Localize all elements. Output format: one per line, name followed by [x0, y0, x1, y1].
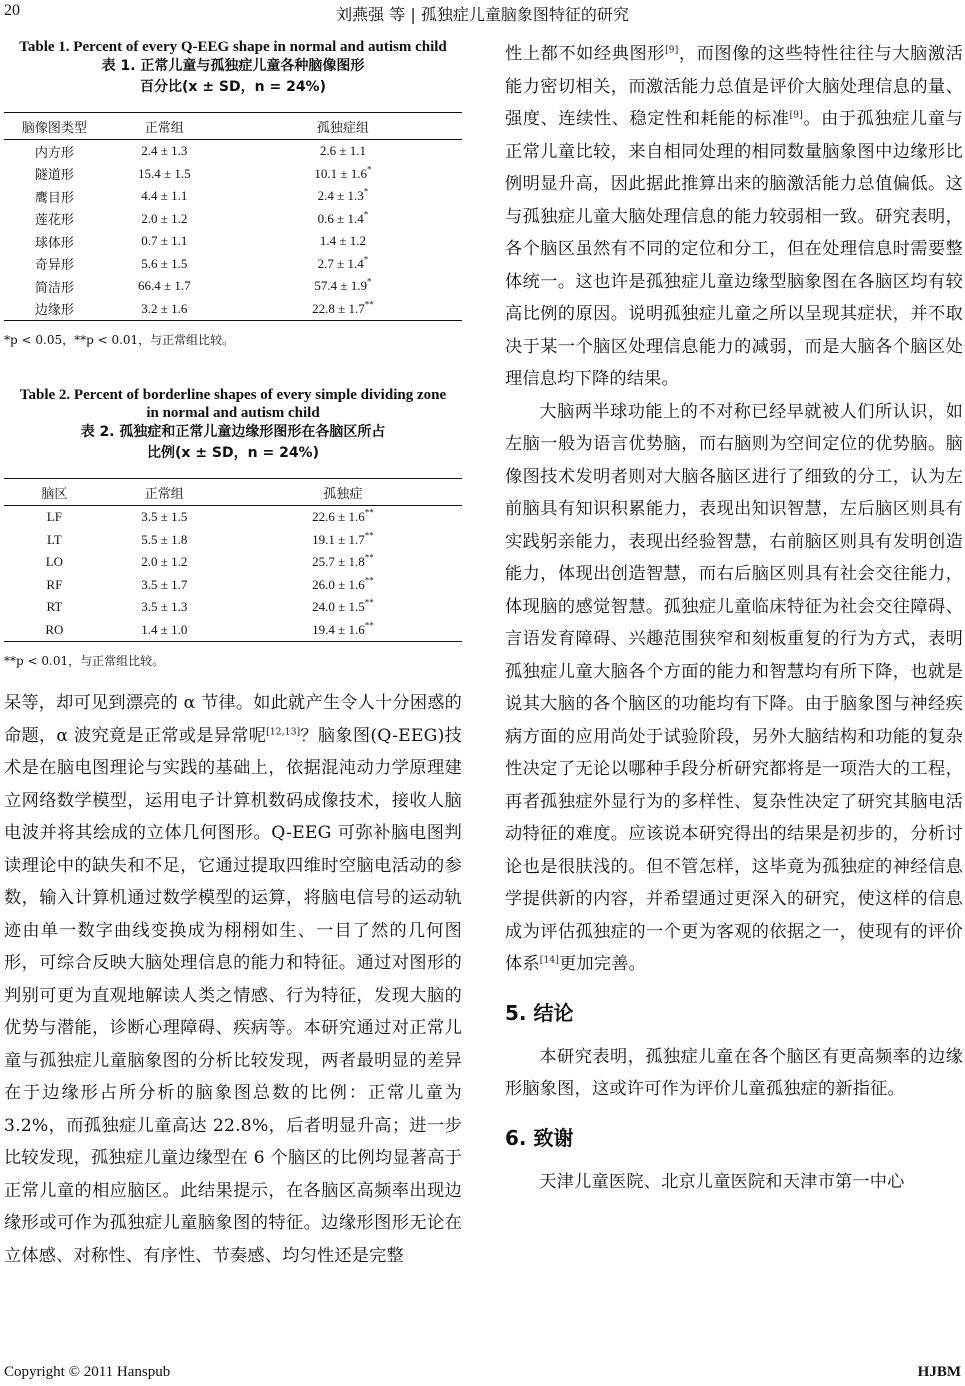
table1-cell-autism: 10.1 ± 1.6* — [314, 164, 372, 181]
table1-cell-label: 边缘形 — [4, 298, 105, 321]
footer-journal: HJBM — [917, 1364, 961, 1380]
table1-cell-normal: 2.0 ± 1.2 — [141, 210, 188, 226]
table2-header-zone: 脑区 — [4, 479, 105, 506]
table2-cell-label: RT — [46, 599, 63, 615]
table2-cell-normal: 1.4 ± 1.0 — [105, 619, 224, 642]
table2-cell-autism: 22.6 ± 1.6** — [312, 507, 374, 525]
table1-header-autism: 孤独症组 — [224, 113, 462, 140]
table2-cell-label: RF — [46, 576, 63, 592]
table2-cell-label: LT — [47, 531, 62, 547]
table2-cell-label: LO — [45, 554, 64, 570]
table1-caption-zh-line1: 表 1. 正常儿童与孤独症儿童各种脑像图形 — [101, 58, 365, 74]
table1-cell-label: 内方形 — [34, 144, 74, 160]
table2-cell-autism: 19.4 ± 1.6** — [224, 619, 462, 642]
table2-row — [4, 596, 462, 619]
table1-caption — [4, 38, 462, 98]
table1-row — [4, 230, 462, 253]
table1-cell-normal: 15.4 ± 1.5 — [137, 165, 191, 181]
table1-caption-zh-line2: 百分比(x ± SD，n = 24%) — [140, 79, 326, 95]
table1-cell-label: 鹰目形 — [34, 189, 74, 205]
table1-row — [4, 185, 462, 208]
table2-cell-normal: 3.5 ± 1.7 — [141, 576, 188, 592]
table1-caption-en: Table 1. Percent of every Q-EEG shape in normal and autism child — [19, 39, 447, 55]
table2-caption-zh-line1: 表 2. 孤独症和正常儿童边缘形图形在各脑区所占 — [80, 424, 386, 440]
table2-caption-zh-line2: 比例(x ± SD，n = 24%) — [147, 445, 319, 461]
table2-cell-normal: 3.5 ± 1.5 — [141, 509, 188, 525]
significance-marker: ** — [364, 575, 374, 586]
citation: [9] — [789, 110, 803, 121]
table1-cell-autism: 2.4 ± 1.3* — [317, 186, 369, 204]
table1-cell-autism: 1.4 ± 1.2 — [319, 233, 366, 249]
table1-cell-normal: 66.4 ± 1.7 — [137, 278, 191, 294]
page-header — [0, 2, 965, 26]
table2-note: **p < 0.01，与正常组比较。 — [4, 654, 165, 668]
table1-cell-label: 球体形 — [34, 234, 74, 250]
significance-marker: ** — [364, 552, 374, 563]
citation: [12,13] — [266, 726, 301, 737]
table2-row — [4, 574, 462, 597]
table1 — [4, 112, 462, 321]
table1-cell-normal: 0.7 ± 1.1 — [141, 233, 188, 249]
table1-cell-autism: 0.6 ± 1.4* — [317, 209, 369, 226]
right-column — [505, 38, 963, 1198]
table1-header-normal: 正常组 — [105, 113, 224, 140]
significance-marker: ** — [364, 299, 374, 310]
significance-marker: * — [366, 276, 372, 287]
significance-marker: * — [366, 164, 372, 175]
significance-marker: ** — [364, 597, 374, 608]
significance-marker: ** — [364, 507, 374, 518]
left-body-paragraph: 呆等，却可见到漂亮的 α 节律。如此就产生令人十分困惑的命题，α 波究竟是正常或是异常呢[12,13]？脑象图(Q-EEG)技术是在脑电图理论与实践的基础上，依据混沌动力学原理建立网络数学模型，运用电子计算机数码成像技术，接收人脑电波并将其绘成的立体几何图形。Q-EEG 可弥补脑电图判读理论中的缺失和不足，它通过提取四维时空脑电活动的参数，输入计算机通过数学模型的运算，将脑电信号的运动轨迹由单一数字曲线变换成为栩栩如生、一目了然的几何图形，可综合反映大脑处理信息的能力和特征。通过对图形的判别可更为直观地解读人类之情感、行为特征，发现大脑的优势与潜能，诊断心理障碍、疾病等。本研究通过对正常儿童与孤独症儿童脑象图的分析比较发现，两者最明显的差异在于边缘形占所分析的脑象图总数的比例：正常儿童为 3.2%，而孤独症儿童高达 22.8%，后者明显升高；进一步比较发现，孤独症儿童边缘型在 6 个脑区的比例均显著高于正常儿童的相应脑区。此结果提示，在各脑区高频率出现边缘形或可作为孤独症儿童脑象图的特征。边缘形图形无论在立体感、对称性、有序性、节奏感、均匀性还是完整 — [4, 693, 462, 1266]
table2-row — [4, 619, 462, 642]
right-body-paragraph-2: 大脑两半球功能上的不对称已经早就被人们所认识，如左脑一般为语言优势脑，而右脑则为空间定位的优势脑。脑像图技术发明者则对大脑各脑区进行了细致的分工，认为左前脑具有知识积累能力，表现出知识智慧，左后脑区则具有实践躬亲能力，表现出经验智慧，右前脑区则具有发明创造能力，体现出创造智慧，而右后脑区则具有社会交往能力，体现脑的感觉智慧。孤独症儿童临床特征为社会交往障碍、言语发育障碍、兴趣范围狭窄和刻板重复的行为方式，表明孤独症儿童大脑各个方面的能力和智慧均有所下降，也就是说其大脑的各个脑区的功能均有下降。由于脑象图与神经疾病方面的应用尚处于试验阶段，另外大脑结构和功能的复杂性决定了无论以哪种手段分析研究都将是一项浩大的工程，再者孤独症外显行为的多样性、复杂性决定了研究其脑电活动特征的难度。应该说本研究得出的结果是初步的，分析讨论也是很肤浅的。但不管怎样，这毕竟为孤独症的神经信息学提供新的内容，并希望通过更深入的研究，使这样的信息成为评估孤独症的一个更为客观的依据之一，使现有的评价体系[14]更加完善。 — [505, 401, 963, 974]
citation: [9] — [665, 45, 679, 56]
table2 — [4, 478, 462, 642]
table2-row — [4, 529, 462, 552]
table1-cell-autism: 57.4 ± 1.9* — [314, 276, 372, 294]
right-body-paragraph-1: 性上都不如经典图形[9]，而图像的这些特性往往与大脑激活能力密切相关，而激活能力总值是评价大脑处理信息的量、强度、连续性、稳定性和耗能的标准[9]。由于孤独症儿童与正常儿童比较，来自相同处理的相同数量脑象图中边缘形比例明显升高，因此据此推算出来的脑激活能力总值偏低。这与孤独症儿童大脑处理信息的能力较弱相一致。研究表明，各个脑区虽然有不同的定位和分工，但在处理信息时需要整体统一。这也许是孤独症儿童边缘型脑象图在各脑区均有较高比例的原因。说明孤独症儿童之所以呈现其症状，并不取决于某一个脑区处理信息能力的减弱，而是大脑各个脑区处理信息均下降的结果。 — [505, 44, 963, 389]
table1-cell-autism: 22.8 ± 1.7** — [224, 298, 462, 321]
left-column — [4, 38, 462, 1272]
table1-cell-normal: 4.4 ± 1.1 — [141, 188, 188, 204]
table2-cell-autism: 26.0 ± 1.6** — [312, 575, 374, 592]
table2-cell-normal: 2.0 ± 1.2 — [141, 554, 188, 570]
table2-cell-normal: 3.5 ± 1.3 — [141, 599, 188, 615]
table1-row — [4, 208, 462, 231]
table1-cell-label: 莲花形 — [34, 212, 74, 228]
table1-cell-autism: 2.7 ± 1.4* — [317, 254, 369, 271]
table1-row — [4, 163, 462, 186]
table1-row — [4, 253, 462, 276]
table1-cell-normal: 3.2 ± 1.6 — [105, 298, 224, 321]
table2-cell-label: LF — [46, 509, 62, 525]
table1-cell-label: 简洁形 — [34, 279, 74, 295]
table2-row — [4, 551, 462, 574]
significance-marker: * — [363, 186, 369, 197]
table2-caption-en-line2: in normal and autism child — [146, 405, 320, 421]
table1-note: *p < 0.05，**p < 0.01，与正常组比较。 — [4, 333, 235, 347]
table2-cell-autism: 25.7 ± 1.8** — [312, 552, 374, 570]
table2-cell-autism: 19.1 ± 1.7** — [312, 530, 374, 547]
table1-cell-normal: 2.4 ± 1.3 — [141, 143, 188, 159]
table2-cell-normal: 5.5 ± 1.8 — [141, 531, 188, 547]
section-5-heading: 5. 结论 — [505, 1000, 574, 1025]
table2-cell-label: RO — [4, 619, 105, 642]
table2-header-autism: 孤独症 — [224, 479, 462, 506]
significance-marker: * — [363, 209, 369, 220]
table1-cell-normal: 5.6 ± 1.5 — [141, 255, 188, 271]
table1-cell-label: 奇异形 — [34, 257, 74, 273]
table2-header-normal: 正常组 — [105, 479, 224, 506]
table2-caption — [4, 386, 462, 464]
citation: [14] — [539, 955, 560, 966]
footer-copyright: Copyright © 2011 Hanspub — [4, 1364, 171, 1380]
table1-header-type: 脑像图类型 — [4, 113, 105, 140]
page-number: 20 — [4, 2, 20, 19]
significance-marker: ** — [364, 620, 374, 631]
table2-cell-autism: 24.0 ± 1.5** — [312, 597, 374, 615]
section-6-heading: 6. 致谢 — [505, 1125, 574, 1150]
section-5-text: 本研究表明，孤独症儿童在各个脑区有更高频率的边缘形脑象图，这或许可作为评价儿童孤独症的新指征。 — [505, 1046, 963, 1099]
running-title: 刘燕强 等 | 孤独症儿童脑象图特征的研究 — [336, 5, 629, 24]
table2-row — [4, 506, 462, 529]
section-6-text: 天津儿童医院、北京儿童医院和天津市第一中心 — [539, 1171, 905, 1192]
table1-cell-autism: 2.6 ± 1.1 — [319, 143, 366, 159]
significance-marker: ** — [364, 530, 374, 541]
table2-caption-en-line1: Table 2. Percent of borderline shapes of every simple dividing zone — [19, 387, 447, 403]
table1-cell-label: 隧道形 — [34, 167, 74, 183]
table1-row — [4, 140, 462, 163]
table1-row — [4, 275, 462, 298]
table1-row — [4, 298, 462, 321]
significance-marker: * — [363, 254, 369, 265]
